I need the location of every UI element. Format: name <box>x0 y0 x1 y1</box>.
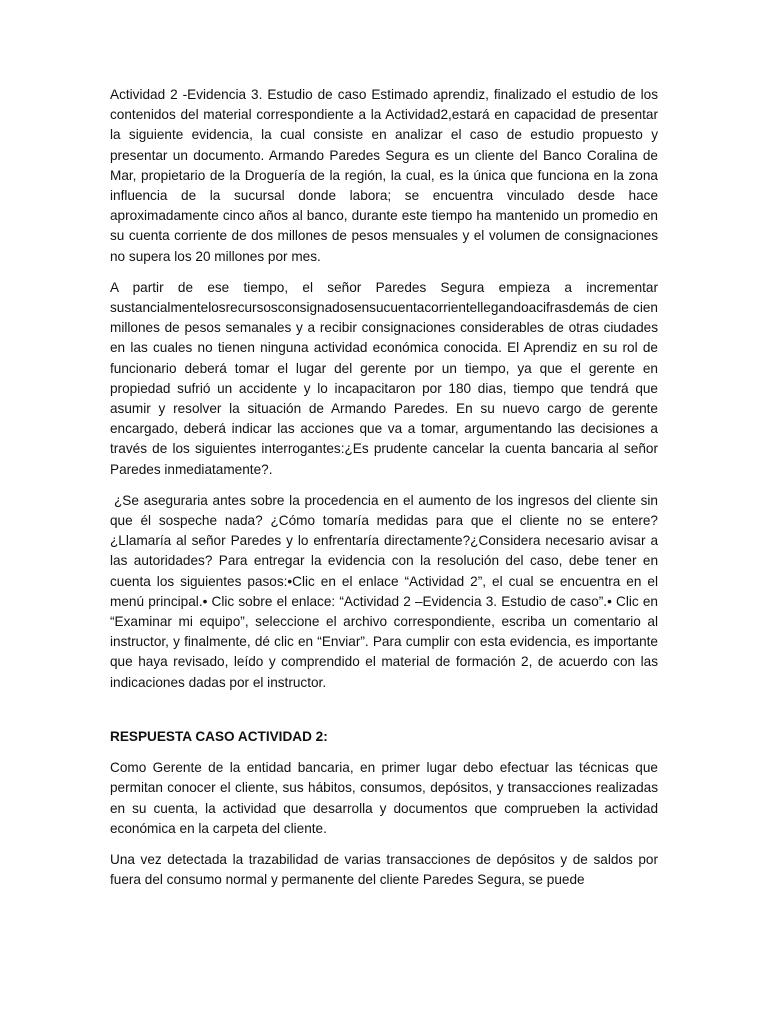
case-paragraph-3: ¿Se aseguraria antes sobre la procedencia en el aumento de los ingresos del cliente sin que él sospeche nada? ¿Cómo tomaría medidas para que el cliente no se entere? ¿Llamaría al señor Paredes y lo enfrentaría directamente?¿Considera necesario avisar a las autoridades? Para entregar la evidencia con la resolución del caso, debe tener en cuenta los siguientes pasos:•Clic en el enlace “Actividad 2”, el cual se encuentra en el menú principal.• Clic sobre el enlace: “Actividad 2 –Evidencia 3. Estudio de caso”.• Clic en “Examinar mi equipo”, seleccione el archivo correspondiente, escriba un comentario al instructor, y finalmente, dé clic en “Enviar”. Para cumplir con esta evidencia, es importante que haya revisado, leído y comprendido el material de formación 2, de acuerdo con las indicaciones dadas por el instructor. <box>110 492 658 690</box>
case-paragraph-1: Actividad 2 -Evidencia 3. Estudio de caso Estimado aprendiz, finalizado el estudio de los contenidos del material correspondiente a la Actividad2,estará en capacidad de presentar la siguiente evidencia, la cual consiste en analizar el caso de estudio propuesto y presentar un documento. Armando Paredes Segura es un cliente del Banco Coralina de Mar, propietario de la Droguería de la región, la cual, es la única que funciona en la zona influencia de la sucursal donde labora; se encuentra vinculado desde hace aproximadamente cinco años al banco, durante este tiempo ha mantenido un promedio en su cuenta corriente de dos millones de pesos mensuales y el volumen de consignaciones no supera los 20 millones por mes. <box>110 87 658 264</box>
response-paragraph-2: Una vez detectada la trazabilidad de varias transacciones de depósitos y de saldos por fuera del consumo normal y permanente del cliente Paredes Segura, se puede <box>110 851 658 888</box>
response-paragraph-1: Como Gerente de la entidad bancaria, en primer lugar debo efectuar las técnicas que permitan conocer el cliente, sus hábitos, consumos, depósitos, y transacciones realizadas en su cuenta, la actividad que desarrolla y documentos que comprueben la actividad económica en la carpeta del cliente. <box>110 760 658 836</box>
response-heading: RESPUESTA CASO ACTIVIDAD 2: <box>110 728 328 744</box>
document-page <box>110 85 658 901</box>
case-paragraph-2: A partir de ese tiempo, el señor Paredes Segura empieza a incrementar sustancialmentelosrecursosconsignadosensucuentacorrientellegandoacifrasdemás de cien millones de pesos semanales y a recibir consignaciones considerables de otras ciudades en las cuales no tienen ninguna actividad económica conocida. El Aprendiz en su rol de funcionario deberá tomar el lugar del gerente por un tiempo, ya que el gerente en propiedad sufrió un accidente y lo incapacitaron por 180 dias, tiempo que tendrá que asumir y resolver la situación de Armando Paredes. En su nuevo cargo de gerente encargado, deberá indicar las acciones que va a tomar, argumentando las decisiones a través de los siguientes interrogantes:¿Es prudente cancelar la cuenta bancaria al señor Paredes inmediatamente?. <box>110 279 658 477</box>
